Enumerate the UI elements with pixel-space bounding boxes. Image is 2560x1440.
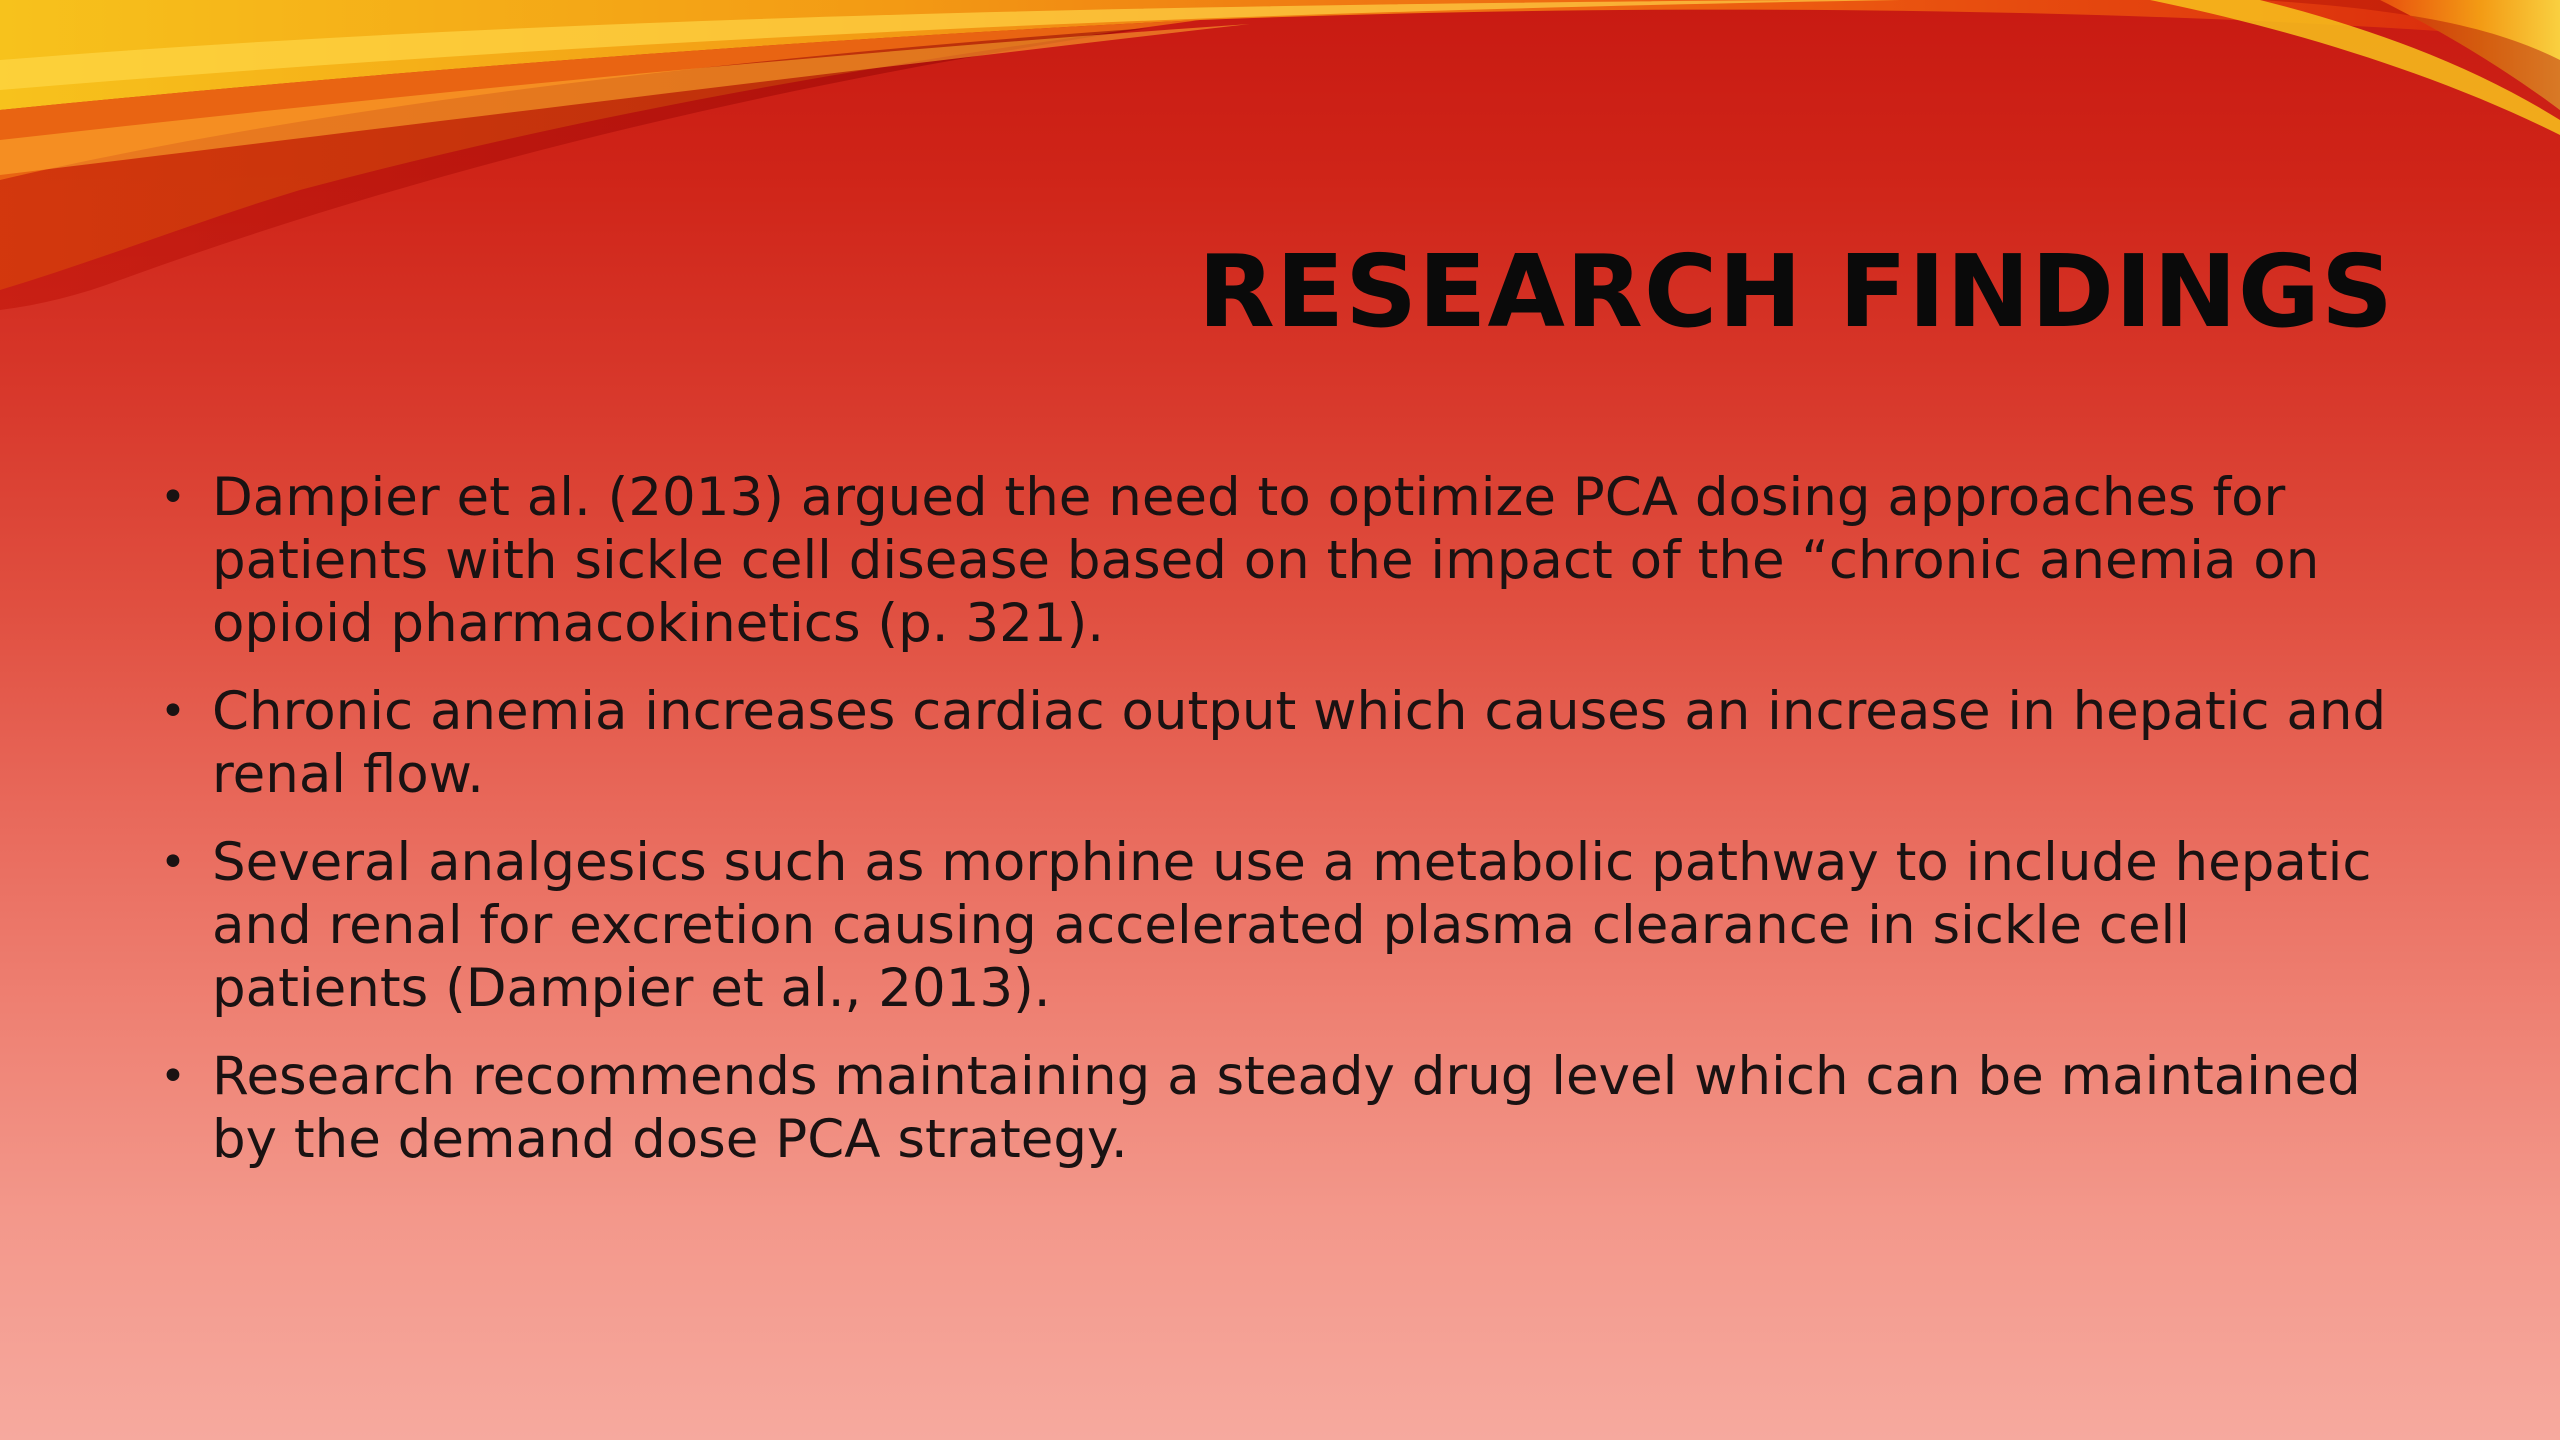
bullet-marker: • xyxy=(160,686,186,737)
bullet-item-4 xyxy=(160,1045,2410,1171)
bullet-text: Research recommends maintaining a steady drug level which can be maintained by the demand dose PCA strategy. xyxy=(212,1046,2361,1170)
bullet-marker: • xyxy=(160,472,186,523)
bullet-marker: • xyxy=(160,1051,186,1102)
bullet-marker: • xyxy=(160,837,186,888)
bullet-item-3 xyxy=(160,831,2410,1020)
bullet-text: Chronic anemia increases cardiac output which causes an increase in hepatic and renal flow. xyxy=(212,681,2387,805)
bullet-text: Several analgesics such as morphine use a metabolic pathway to include hepatic and renal for excretion causing accelerated plasma clearance in sickle cell patients (Dampier et al., 2013). xyxy=(212,832,2372,1019)
bullet-list xyxy=(160,466,2410,1196)
slide-title: RESEARCH FINDINGS xyxy=(1197,233,2394,350)
bullet-item-1 xyxy=(160,466,2410,655)
bullet-item-2 xyxy=(160,680,2410,806)
bullet-text: Dampier et al. (2013) argued the need to optimize PCA dosing approaches for patients with sickle cell disease based on the impact of the “chronic anemia on opioid pharmacokinetics (p. 321). xyxy=(212,467,2320,654)
